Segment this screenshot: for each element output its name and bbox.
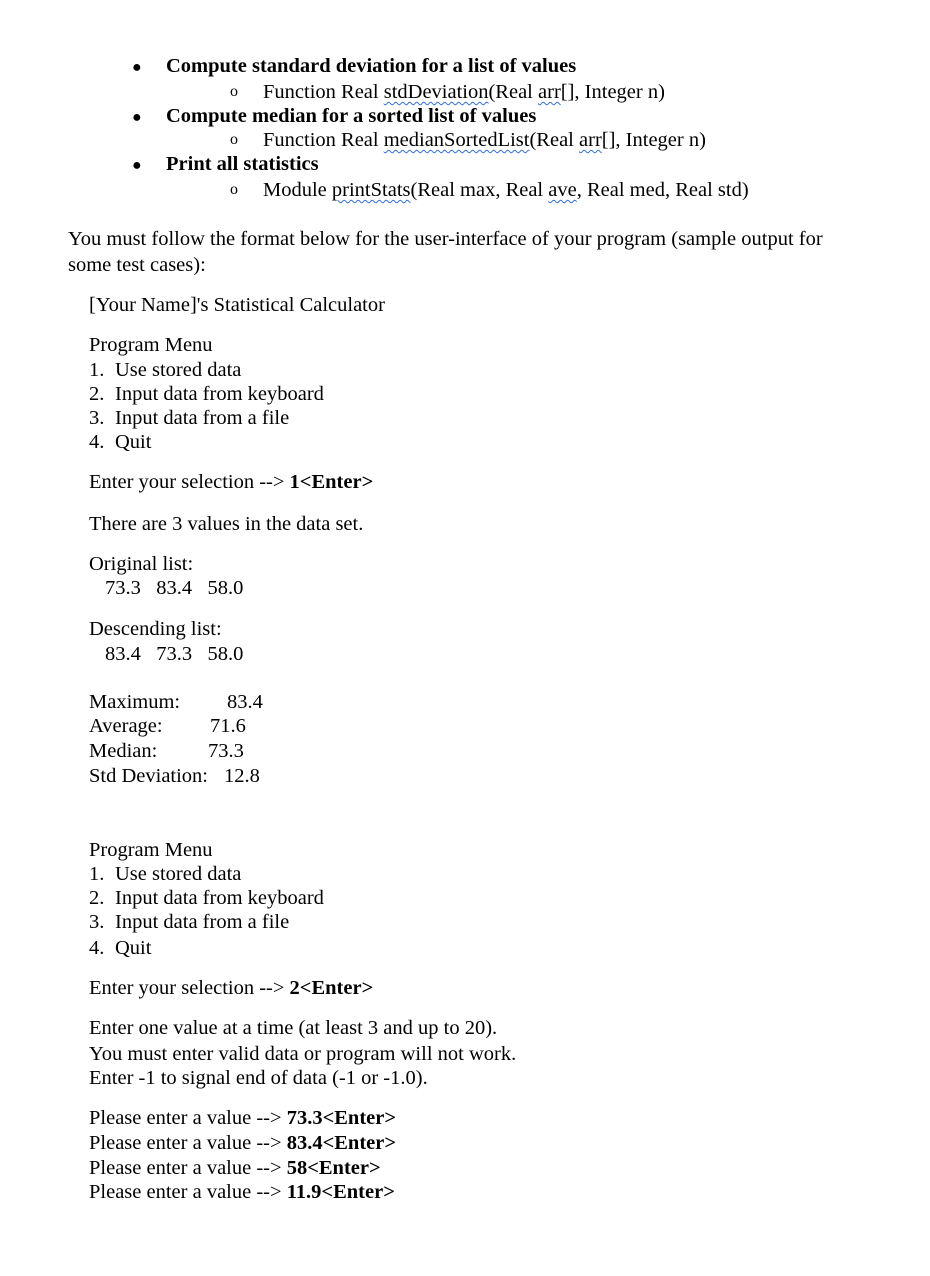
stat-value: 71.6 [210,715,246,737]
stat-value: 83.4 [227,691,263,713]
menu-item: 3. Input data from a file [89,407,290,429]
original-values: 73.3 83.4 58.0 [105,577,244,599]
calculator-title: [Your Name]'s Statistical Calculator [89,294,385,316]
count-line: There are 3 values in the data set. [89,513,364,535]
entry-line: Please enter a value --> 73.3<Enter> [89,1107,397,1129]
stat-label: Median: [89,740,158,762]
menu-item: 1. Use stored data [89,359,242,381]
function-signature: Function Real medianSortedList(Real arr[], Integer n) [263,129,706,151]
bullet-icon: ● [132,157,142,174]
menu-item: 4. Quit [89,431,152,453]
menu-item: 1. Use stored data [89,863,242,885]
entry-line: Please enter a value --> 83.4<Enter> [89,1132,397,1154]
selection-line: Enter your selection --> 2<Enter> [89,977,374,999]
stat-value: 12.8 [224,765,260,787]
menu-item: 4. Quit [89,937,152,959]
menu-title: Program Menu [89,839,213,861]
menu-item: 2. Input data from keyboard [89,383,324,405]
intro-line: some test cases): [68,254,206,276]
circle-bullet-icon: o [230,181,238,198]
instruction-line: You must enter valid data or program will not work. [89,1043,517,1065]
stat-label: Std Deviation: [89,765,209,787]
module-signature: Module printStats(Real max, Real ave, Real med, Real std) [263,179,749,201]
original-label: Original list: [89,553,194,575]
intro-line: You must follow the format below for the user-interface of your program (sample output for [68,228,823,250]
entry-line: Please enter a value --> 58<Enter> [89,1157,381,1179]
bullet-title: Compute median for a sorted list of values [166,105,537,127]
bullet-title: Print all statistics [166,153,319,175]
bullet-icon: ● [132,59,142,76]
function-signature: Function Real stdDeviation(Real arr[], Integer n) [263,81,665,103]
bullet-icon: ● [132,109,142,126]
bullet-title: Compute standard deviation for a list of values [166,55,577,77]
stat-label: Maximum: [89,691,181,713]
circle-bullet-icon: o [230,131,238,148]
menu-item: 2. Input data from keyboard [89,887,324,909]
instruction-line: Enter -1 to signal end of data (-1 or -1.0). [89,1067,428,1089]
menu-item: 3. Input data from a file [89,911,290,933]
stat-label: Average: [89,715,163,737]
selection-line: Enter your selection --> 1<Enter> [89,471,374,493]
descending-label: Descending list: [89,618,222,640]
circle-bullet-icon: o [230,83,238,100]
menu-title: Program Menu [89,334,213,356]
instruction-line: Enter one value at a time (at least 3 and up to 20). [89,1017,498,1039]
descending-values: 83.4 73.3 58.0 [105,643,244,665]
entry-line: Please enter a value --> 11.9<Enter> [89,1181,395,1203]
stat-value: 73.3 [208,740,244,762]
